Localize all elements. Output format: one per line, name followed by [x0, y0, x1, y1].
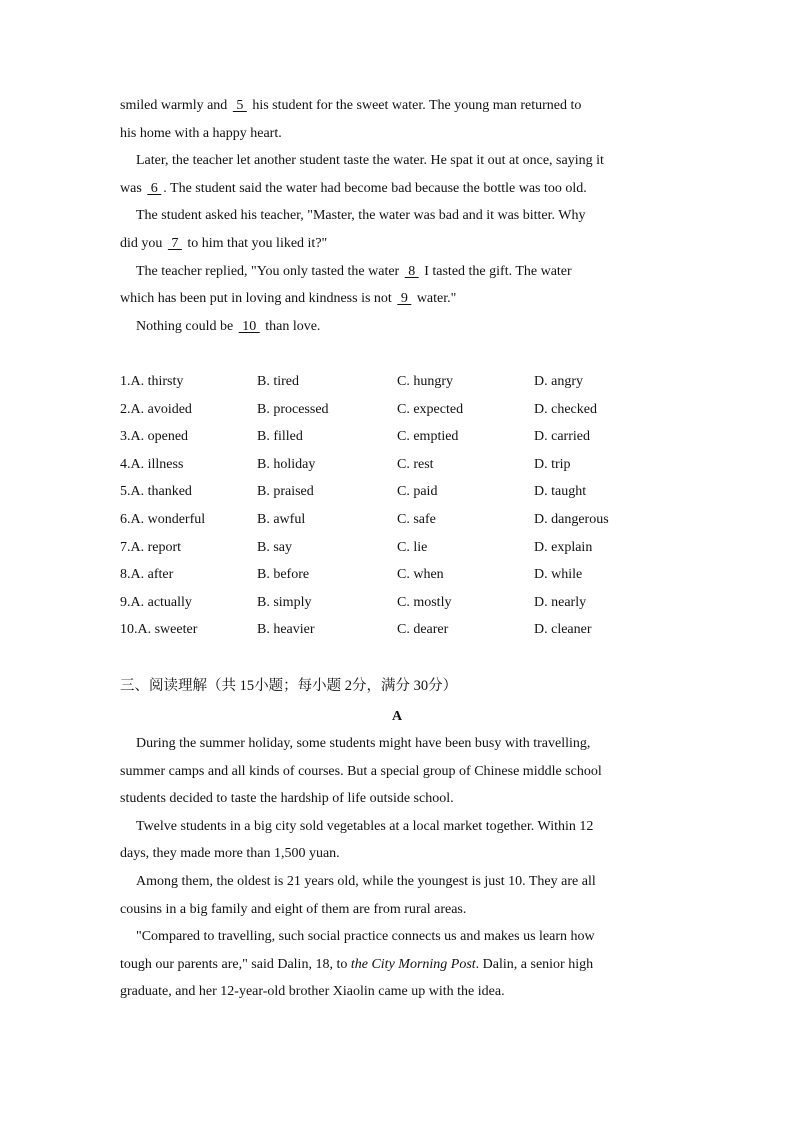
passage-line: was 6 . The student said the water had become bad because the bottle was too old. — [120, 175, 680, 203]
option-row-3 — [120, 423, 680, 451]
passage-line: his home with a happy heart. — [120, 125, 282, 141]
option-d: D. checked — [534, 401, 597, 417]
option-b: B. before — [257, 567, 310, 583]
passage-label: A — [391, 709, 403, 724]
option-row-10 — [120, 616, 680, 644]
answer-options — [120, 368, 680, 644]
option-row-9 — [120, 589, 680, 617]
passage-line: summer camps and all kinds of courses. But a special group of Chinese middle school — [120, 763, 602, 779]
option-c: C. rest — [397, 456, 434, 472]
option-b: B. awful — [257, 511, 306, 527]
passage-line: Later, the teacher let another student taste the water. He spat it out at once, saying it — [136, 153, 604, 169]
option-c: C. when — [397, 567, 444, 583]
blank-5: 5 — [232, 98, 247, 113]
option-b: B. tired — [257, 374, 299, 389]
option-b: B. simply — [257, 594, 312, 610]
passage-line: Nothing could be 10 than love. — [120, 313, 680, 341]
option-a: 4.A. illness — [120, 456, 184, 472]
passage-line: The student asked his teacher, "Master, the water was bad and it was bitter. Why — [136, 208, 586, 224]
option-b: B. processed — [257, 401, 329, 417]
reading-passage — [120, 730, 680, 1006]
passage-line: which has been put in loving and kindness is not 9 water." — [120, 285, 680, 313]
blank-9: 9 — [397, 291, 412, 307]
option-c: C. emptied — [397, 429, 459, 445]
option-a: 7.A. report — [120, 539, 182, 555]
option-d: D. trip — [534, 456, 571, 472]
option-row-4 — [120, 451, 680, 479]
passage-line: Among them, the oldest is 21 years old, while the youngest is just 10. They are all — [136, 873, 596, 889]
option-c: C. paid — [397, 484, 438, 500]
option-row-8 — [120, 561, 680, 589]
option-c: C. hungry — [397, 374, 453, 389]
option-a: 9.A. actually — [120, 594, 192, 610]
option-a: 2.A. avoided — [120, 401, 192, 417]
option-c: C. dearer — [397, 622, 449, 638]
newspaper-title: the City Morning Post — [350, 956, 476, 972]
option-c: C. lie — [397, 539, 428, 555]
option-row-2 — [120, 396, 680, 424]
cloze-passage — [120, 92, 680, 340]
option-d: D. while — [534, 567, 583, 583]
option-row-5 — [120, 478, 680, 506]
passage-line: Twelve students in a big city sold vegetables at a local market together. Within 12 — [136, 818, 594, 834]
passage-line: tough our parents are," said Dalin, 18, to the City Morning Post. Dalin, a senior high — [120, 956, 594, 972]
option-d: D. angry — [534, 374, 583, 389]
option-a: 1.A. thirsty — [120, 374, 184, 389]
option-d: D. dangerous — [534, 511, 609, 527]
option-c: C. mostly — [397, 594, 452, 610]
option-a: 8.A. after — [120, 567, 174, 583]
passage-line: did you 7 to him that you liked it?" — [120, 230, 680, 258]
option-c: C. expected — [397, 401, 464, 417]
option-d: D. nearly — [534, 594, 587, 610]
option-d: D. carried — [534, 429, 590, 445]
option-row-7 — [120, 534, 680, 562]
option-d: D. taught — [534, 484, 587, 500]
option-b: B. holiday — [257, 456, 316, 472]
passage-line: cousins in a big family and eight of them are from rural areas. — [120, 901, 467, 917]
option-a: 10.A. sweeter — [120, 622, 198, 638]
option-row-1 — [120, 368, 680, 396]
option-b: B. say — [257, 539, 292, 555]
passage-line: graduate, and her 12-year-old brother Xiaolin came up with the idea. — [120, 984, 505, 1000]
passage-line: "Compared to travelling, such social practice connects us and makes us learn how — [136, 929, 595, 945]
option-row-6 — [120, 506, 680, 534]
blank-6: 6 — [147, 180, 162, 196]
passage-line: The teacher replied, "You only tasted the water 8 I tasted the gift. The water — [120, 258, 680, 286]
option-b: B. heavier — [257, 622, 315, 638]
passage-line: During the summer holiday, some students might have been busy with travelling, — [136, 736, 591, 751]
option-c: C. safe — [397, 511, 436, 527]
option-a: 6.A. wonderful — [120, 511, 206, 527]
passage-line: smiled warmly and 5 his student for the sweet water. The young man returned to — [120, 92, 680, 120]
option-d: D. cleaner — [534, 622, 592, 638]
option-a: 5.A. thanked — [120, 484, 192, 500]
option-d: D. explain — [534, 539, 593, 555]
passage-line: students decided to taste the hardship of life outside school. — [120, 791, 454, 807]
blank-10: 10 — [238, 318, 260, 334]
section-heading: 三、阅读理解（共 15小题；每小题 2分，满分 30分） — [120, 678, 458, 694]
option-b: B. praised — [257, 484, 314, 500]
option-b: B. filled — [257, 429, 303, 445]
blank-7: 7 — [167, 235, 182, 251]
option-a: 3.A. opened — [120, 429, 189, 445]
blank-8: 8 — [404, 263, 419, 279]
passage-line: days, they made more than 1,500 yuan. — [120, 846, 340, 862]
